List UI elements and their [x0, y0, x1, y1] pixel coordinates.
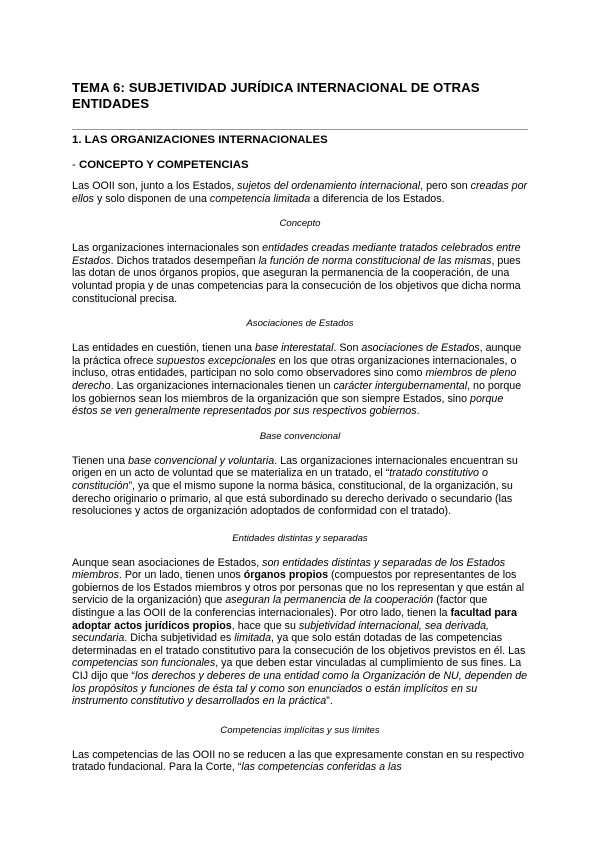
- intro-paragraph: Las OOII son, junto a los Estados, sujetos del ordenamiento internacional, pero son creadas por ellos y solo disponen de una competencia limitada a diferencia de los Estados.: [72, 180, 528, 205]
- paragraph-asociaciones: Las entidades en cuestión, tienen una base interestatal. Son asociaciones de Estados, aunque la práctica ofrece supuestos excepcionales en los que otras organizaciones internacionales, o incluso, otras entidades, participan no solo como observadores sino como miembros de pleno derecho. Las organizaciones internacionales tienen un carácter intergubernamental, no porque los gobiernos sean los miembros de la organización que son siempre Estados, sino porque éstos se ven generalmente representados por sus respectivos gobiernos.: [72, 342, 522, 418]
- paragraph-base-convencional: Tienen una base convencional y voluntaria. Las organizaciones internacionales encuentran su origen en un acto de voluntad que se materializa en un tratado, el “tratado constitutivo o constitución”, ya que el mismo supone la norma básica, constitucional, de la organización, su derecho originario o primario, al que está subordinado su derecho derivado o secundario (las resoluciones y actos de organización adoptados de conformidad con el tratado).: [72, 454, 518, 518]
- paragraph-entidades: Aunque sean asociaciones de Estados, son entidades distintas y separadas de los Estados miembros. Por un lado, tienen unos órganos propios (compuestos por representantes de los gobiernos de los Estados miembros y otros por personas que no los representan y que están al servicio de la organización) que aseguran la permanencia de la cooperación (factor que distingue a las OOII de la conferencias internacionales). Por otro lado, tienen la facultad para adoptar actos jurídicos propios, hace que su subjetividad internacional, sea derivada, secundaria. Dicha subjetividad es limitada, ya que solo están dotadas de las competencias determinadas en el tratado constitutivo para la consecución de los objetivos previstos en él. Las competencias son funcionales, ya que deben estar vinculadas al cumplimiento de sus fines. La CIJ dijo que “los derechos y deberes de una entidad como la Organización de NU, dependen de los propósitos y funciones de ésta tal y como son enunciados o están implícitos en su instrumento constitutivo y desarrollados en la práctica”.: [72, 556, 528, 708]
- caption-competencias: Competencias implícitas y sus límites: [220, 724, 380, 736]
- paragraph-competencias: Las competencias de las OOII no se reducen a las que expresamente constan en su respectivo tratado fundacional. Para la Corte, “las competencias conferidas a las: [72, 748, 525, 774]
- caption-entidades: Entidades distintas y separadas: [232, 532, 368, 544]
- subsection-dash: -: [72, 159, 79, 171]
- caption-concepto: Concepto: [279, 218, 321, 230]
- subsection-heading: [72, 158, 528, 173]
- paragraph-concepto: Las organizaciones internacionales son entidades creadas mediante tratados celebrados entre Estados. Dichos tratados desempeñan la función de norma constitucional de las mismas, pues las dotan de unos órganos propios, que aseguran la permanencia de la cooperación, de una voluntad propia y de unas competencias para la consecución de los objetivos que dicha norma constitucional precisa.: [72, 242, 521, 305]
- caption-asociaciones: Asociaciones de Estados: [246, 318, 354, 330]
- document-body: [72, 80, 528, 774]
- caption-base-convencional: Base convencional: [259, 430, 341, 442]
- subsection-text: CONCEPTO Y COMPETENCIAS: [78, 159, 249, 171]
- section-heading: 1. LAS ORGANIZACIONES INTERNACIONALES: [72, 129, 528, 148]
- document-title: TEMA 6: SUBJETIVIDAD JURÍDICA INTERNACIONAL DE OTRAS ENTIDADES: [72, 80, 480, 111]
